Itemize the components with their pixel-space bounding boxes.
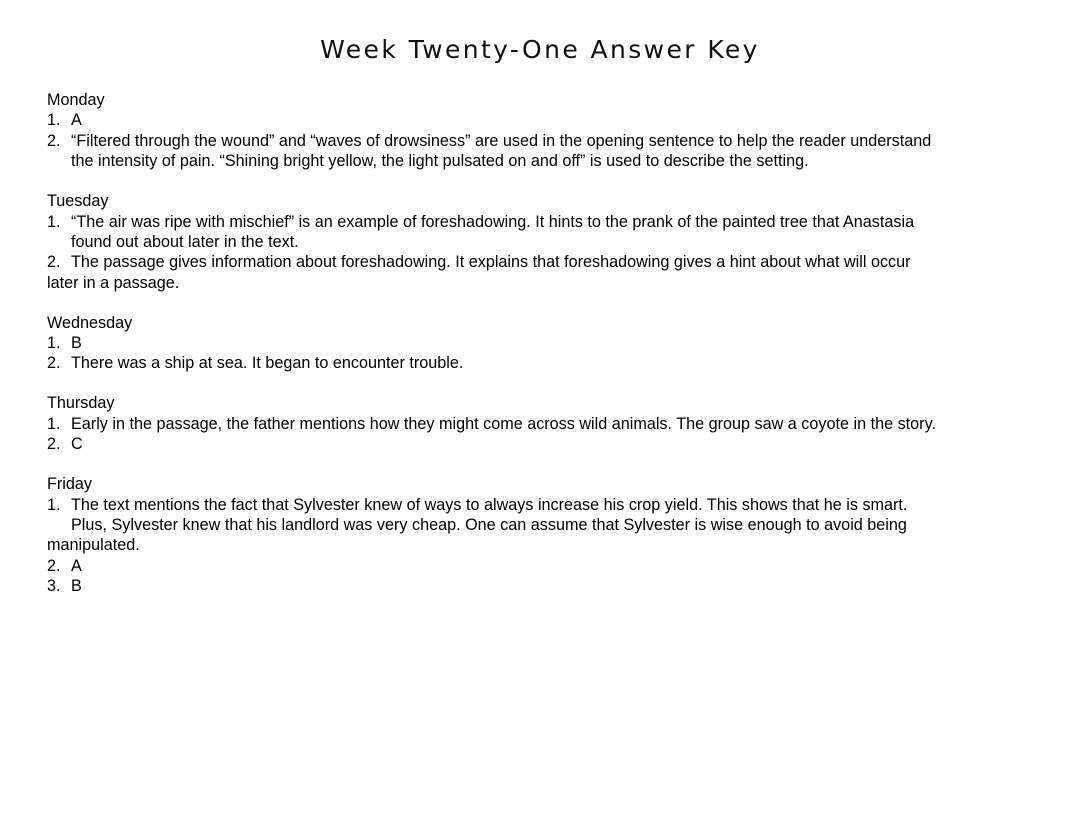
answer-item [47, 333, 1047, 353]
answer-text: The passage gives information about foreshadowing. It explains that foreshadowing gives a hint about what will occur [71, 253, 911, 272]
answer-text: B [71, 334, 82, 353]
day-heading: Wednesday [47, 313, 133, 332]
answer-text: “Filtered through the wound” and “waves of drowsiness” are used in the opening sentence to help the reader understand [71, 131, 932, 150]
answer-number: 3. [47, 577, 61, 596]
answer-text-continuation: manipulated. [47, 536, 140, 555]
day-heading: Thursday [47, 394, 115, 413]
day-section-monday [47, 90, 1047, 172]
answer-text: B [71, 577, 82, 596]
answer-text: “The air was ripe with mischief” is an example of foreshadowing. It hints to the prank of the painted tree that Anastasia [71, 212, 915, 231]
answer-number: 2. [47, 253, 61, 272]
answer-number: 2. [47, 354, 61, 373]
day-section-wednesday [47, 313, 1047, 374]
answer-item [47, 576, 1047, 596]
day-heading: Tuesday [47, 192, 109, 211]
answer-text: C [71, 435, 83, 454]
answer-text: A [71, 111, 82, 130]
answer-number: 1. [47, 334, 61, 353]
answer-text-continuation: Plus, Sylvester knew that his landlord was very cheap. One can assume that Sylvester is wise enough to avoid being [71, 515, 907, 534]
answer-item [47, 212, 1047, 232]
answer-item [47, 414, 1047, 434]
answer-text-continuation: the intensity of pain. “Shining bright yellow, the light pulsated on and off” is used to describe the setting. [71, 152, 809, 171]
answer-number: 1. [47, 212, 61, 231]
answer-number: 2. [47, 435, 61, 454]
answer-item [47, 495, 1047, 515]
answer-item [47, 110, 1047, 130]
day-heading: Friday [47, 475, 92, 494]
answer-item [47, 556, 1047, 576]
answer-number: 1. [47, 495, 61, 514]
answer-item [47, 252, 1047, 272]
day-section-tuesday [47, 191, 1047, 293]
answer-text: Early in the passage, the father mentions how they might come across wild animals. The group saw a coyote in the story. [71, 414, 936, 433]
answer-number: 1. [47, 111, 61, 130]
answer-number: 2. [47, 556, 61, 575]
day-section-thursday [47, 393, 1047, 454]
answer-number: 1. [47, 414, 61, 433]
answer-text: There was a ship at sea. It began to encounter trouble. [71, 354, 464, 373]
answer-text: A [71, 556, 82, 575]
answer-text-continuation: later in a passage. [47, 273, 180, 292]
answer-item [47, 434, 1047, 454]
answer-number: 2. [47, 131, 61, 150]
day-section-friday [47, 474, 1047, 596]
page-title: Week Twenty-One Answer Key [320, 35, 760, 64]
answer-item [47, 131, 1047, 151]
day-heading: Monday [47, 91, 105, 109]
answer-text: The text mentions the fact that Sylvester knew of ways to always increase his crop yield. This shows that he is smart. [71, 495, 908, 514]
answer-item [47, 353, 1047, 373]
answer-key-content [47, 90, 1047, 616]
answer-text-continuation: found out about later in the text. [71, 232, 299, 251]
